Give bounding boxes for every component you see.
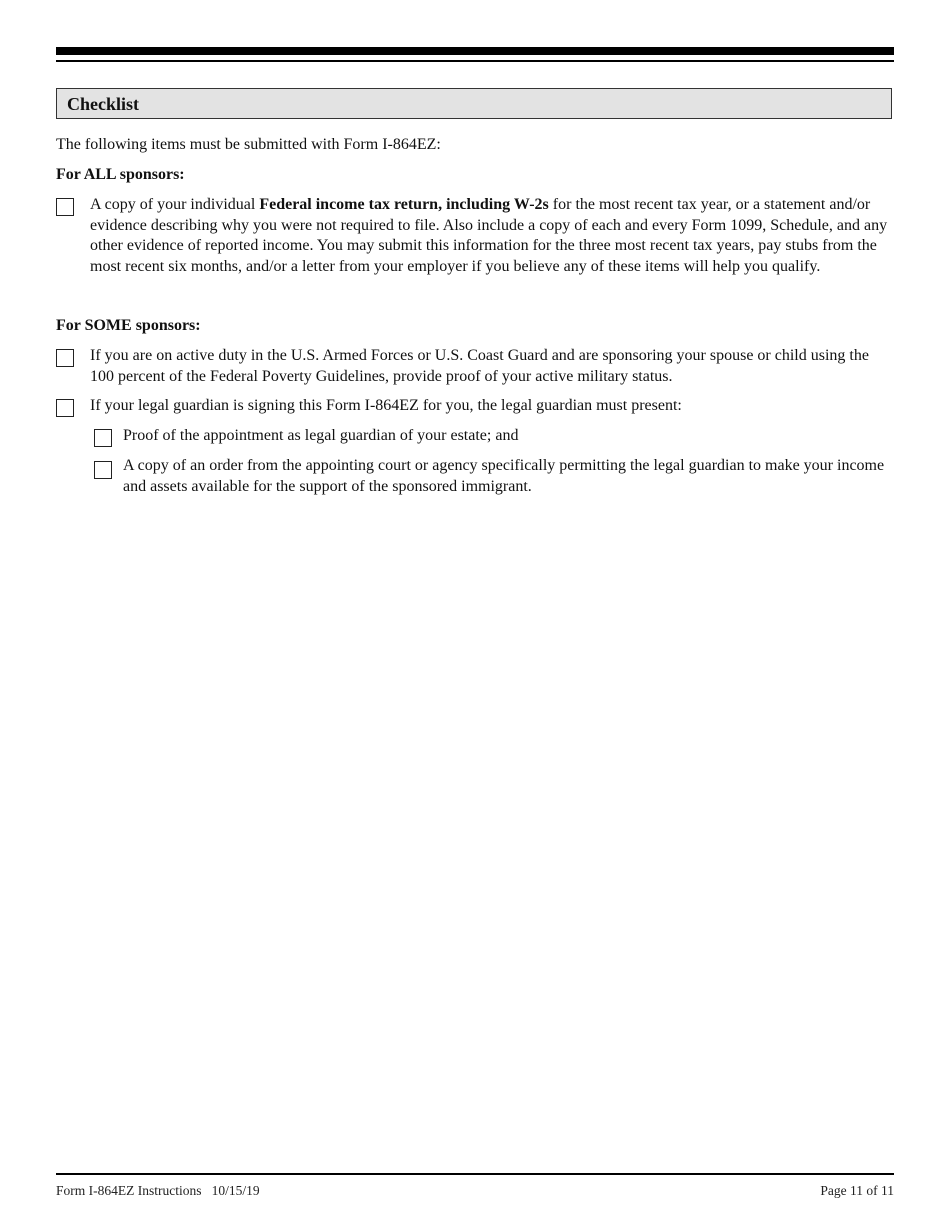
- checklist-item-tax-return: [90, 195, 888, 278]
- checkbox-tax-return[interactable]: [56, 198, 74, 216]
- checkbox-guardian-appointment[interactable]: [94, 429, 112, 447]
- section-title: Checklist: [67, 94, 139, 114]
- item-text-bold: Federal income tax return, including W-2s: [259, 196, 549, 213]
- footer-page-number: Page 11 of 11: [820, 1183, 894, 1198]
- checklist-subitem-court-order: A copy of an order from the appointing court or agency specifically permitting the legal guardian to make your income and assets available for the support of the sponsored immigrant.: [123, 457, 885, 495]
- checkbox-military-status[interactable]: [56, 349, 74, 367]
- some-sponsors-heading: For SOME sponsors:: [56, 317, 201, 334]
- checklist-item-legal-guardian: If your legal guardian is signing this Form I-864EZ for you, the legal guardian must present:: [90, 397, 682, 414]
- checkbox-court-order[interactable]: [94, 461, 112, 479]
- footer-form-name: Form I-864EZ Instructions 10/15/19: [56, 1183, 260, 1198]
- checklist-item-military-status: If you are on active duty in the U.S. Armed Forces or U.S. Coast Guard and are sponsoring your spouse or child using the 100 percent of the Federal Poverty Guidelines, provide proof of your active military status.: [90, 347, 869, 385]
- footer-rule: [56, 1173, 894, 1175]
- checklist-subitem-appointment: Proof of the appointment as legal guardian of your estate; and: [123, 427, 519, 444]
- item-text-end: for the most recent tax year, or a statement and/or evidence describing why you were not required to file. Also include a copy of each and every Form 1099, Schedule, and any other evidence of reported income. You may submit this information for the three most recent tax years, pay stubs from the most recent six months, and/or a letter from your employer if you believe any of these items will help you qualify.: [90, 196, 888, 276]
- item-text-start: A copy of your individual: [90, 196, 260, 213]
- checklist-section-header: [56, 88, 892, 119]
- all-sponsors-heading: For ALL sponsors:: [56, 166, 185, 183]
- checkbox-legal-guardian[interactable]: [56, 399, 74, 417]
- intro-text: The following items must be submitted with Form I-864EZ:: [56, 136, 441, 153]
- header-rule-thin: [56, 60, 894, 62]
- header-rule-thick: [56, 47, 894, 55]
